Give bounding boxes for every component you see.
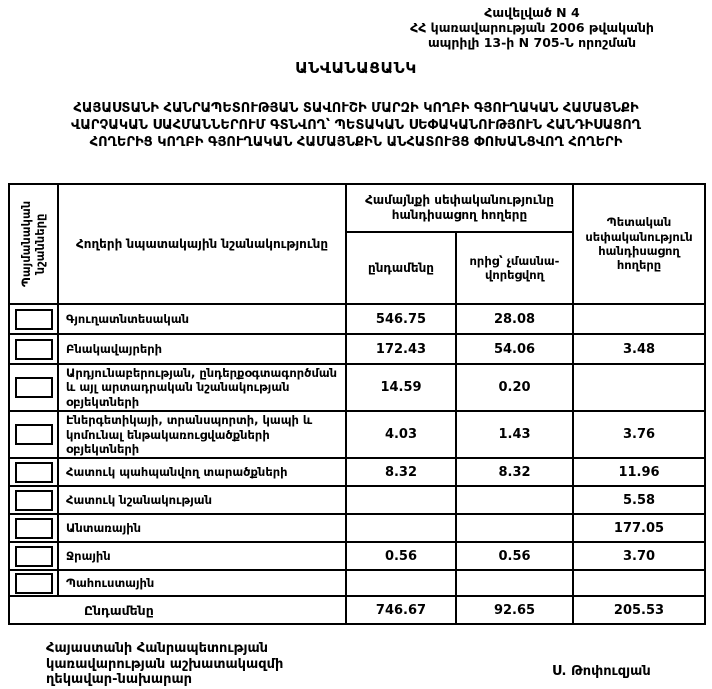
heading-line-1: ՀԱՅԱՍՏԱՆԻ ՀԱՆՐԱՊԵՏՈՒԹՅԱՆ ՏԱՎՈՒՇԻ ՄԱՐԶԻ ԿՈՂԲԻ ԳՅՈՒՂԱԿԱՆ ՀԱՄԱՅՆՔԻ [73, 101, 639, 116]
table-row [9, 514, 705, 542]
appendix-line-2: ՀՀ կառավարության 2006 թվականի [410, 19, 654, 35]
total-value-non-privatized: 92.65 [456, 596, 573, 624]
value-non-privatized: 1.43 [456, 411, 573, 458]
table-row [9, 334, 705, 364]
sign-cell [9, 570, 58, 596]
table-row [9, 570, 705, 596]
land-category-label: Հատուկ պահպանվող տարածքների [58, 458, 346, 486]
value-total: 4.03 [346, 411, 456, 458]
legend-box-icon [15, 518, 53, 539]
total-value-total: 746.67 [346, 596, 456, 624]
value-total: 0.56 [346, 542, 456, 570]
heading-line-3: ՀՈՂԵՐԻՑ ԿՈՂԲԻ ԳՅՈՒՂԱԿԱՆ ՀԱՄԱՅՆՔԻՆ ԱՆՀԱՏՈՒՅՑ ՓՈԽԱՆՑՎՈՂ ՀՈՂԵՐԻ [89, 134, 623, 150]
value-total: 546.75 [346, 304, 456, 334]
land-category-label: Արդյունաբերության, ընդերքօգտագործման և այլ արտադրական նշանակության օբյեկտների [58, 364, 346, 411]
legend-box-icon [15, 573, 53, 594]
total-row-label: Ընդամենը [9, 596, 346, 624]
value-state: 3.70 [573, 542, 705, 570]
sign-cell [9, 334, 58, 364]
value-non-privatized: 0.56 [456, 542, 573, 570]
signature-title-block [46, 641, 283, 688]
sign-cell [9, 542, 58, 570]
land-category-label: Հատուկ նշանակության [58, 486, 346, 514]
sign-cell [9, 411, 58, 458]
value-non-privatized: 54.06 [456, 334, 573, 364]
value-non-privatized: 28.08 [456, 304, 573, 334]
header-community-property-group: Համայնքի սեփականությունը հանդիսացող հողերը [346, 184, 573, 232]
land-category-label: Անտառային [58, 514, 346, 542]
table-row [9, 411, 705, 458]
header-land-designation: Հողերի նպատակային նշանակությունը [58, 184, 346, 304]
header-conventional-signs-label: Պայմանական նշանները [18, 200, 47, 288]
land-category-label: Գյուղատնտեսական [58, 304, 346, 334]
signature-title-line-2: կառավարության աշխատակազմի [46, 656, 284, 672]
legend-box-icon [15, 309, 53, 330]
page-title: ԱՆՎԱՆԱՑԱՆԿ [295, 59, 417, 77]
value-state [573, 304, 705, 334]
appendix-line-3: ապրիլի 13-ի N 705-Ն որոշման [427, 34, 637, 50]
table-row [9, 458, 705, 486]
document-heading [8, 101, 704, 152]
sign-cell [9, 304, 58, 334]
value-total [346, 570, 456, 596]
signature-title-line-1: Հայաստանի Հանրապետության [46, 641, 269, 656]
legend-box-icon [15, 462, 53, 483]
legend-box-icon [15, 339, 53, 360]
value-state: 177.05 [573, 514, 705, 542]
land-category-label: Ջրային [58, 542, 346, 570]
table-row [9, 364, 705, 411]
header-conventional-signs [9, 184, 58, 304]
legend-box-icon [15, 546, 53, 567]
value-total: 8.32 [346, 458, 456, 486]
heading-line-2: ՎԱՐՉԱԿԱՆ ՍԱՀՄԱՆՆԵՐՈՒՄ ԳՏՆՎՈՂ՝ ՊԵՏԱԿԱՆ ՍԵՓԱԿԱՆՈՒԹՅՈՒՆ ՀԱՆԴԻՍԱՑՈՂ [70, 117, 642, 133]
value-state [573, 570, 705, 596]
sign-cell [9, 458, 58, 486]
header-total: ընդամենը [346, 232, 456, 304]
appendix-line-1: Հավելված N 4 [484, 5, 580, 20]
land-transfer-table [8, 183, 706, 625]
legend-box-icon [15, 490, 53, 511]
table-row [9, 486, 705, 514]
sign-cell [9, 514, 58, 542]
total-value-state: 205.53 [573, 596, 705, 624]
value-total: 14.59 [346, 364, 456, 411]
value-total: 172.43 [346, 334, 456, 364]
value-non-privatized [456, 514, 573, 542]
value-total [346, 486, 456, 514]
sign-cell [9, 486, 58, 514]
table-total-row [9, 596, 705, 624]
appendix-reference [404, 6, 660, 50]
table-row [9, 304, 705, 334]
legend-box-icon [15, 377, 53, 398]
table-row [9, 542, 705, 570]
header-state-property: Պետական սեփականություն հանդիսացող հողերը [573, 184, 705, 304]
value-state: 11.96 [573, 458, 705, 486]
value-non-privatized [456, 486, 573, 514]
value-total [346, 514, 456, 542]
land-category-label: Բնակավայրերի [58, 334, 346, 364]
table-header-row-1 [9, 184, 705, 232]
signer-name: Ս. Թոփուզյան [552, 664, 651, 679]
land-category-label: Էներգետիկայի, տրանսպորտի, կապի և կոմունալ ենթակառուցվածքների օբյեկտների [58, 411, 346, 458]
value-state: 3.48 [573, 334, 705, 364]
land-category-label: Պահուստային [58, 570, 346, 596]
sign-cell [9, 364, 58, 411]
value-non-privatized [456, 570, 573, 596]
value-non-privatized: 8.32 [456, 458, 573, 486]
signature-title-line-3: ղեկավար-նախարար [46, 672, 193, 688]
value-state: 5.58 [573, 486, 705, 514]
legend-box-icon [15, 424, 53, 445]
header-non-privatized: որից՝ չմասնա-վորեցվող [456, 232, 573, 304]
value-state: 3.76 [573, 411, 705, 458]
value-state [573, 364, 705, 411]
value-non-privatized: 0.20 [456, 364, 573, 411]
